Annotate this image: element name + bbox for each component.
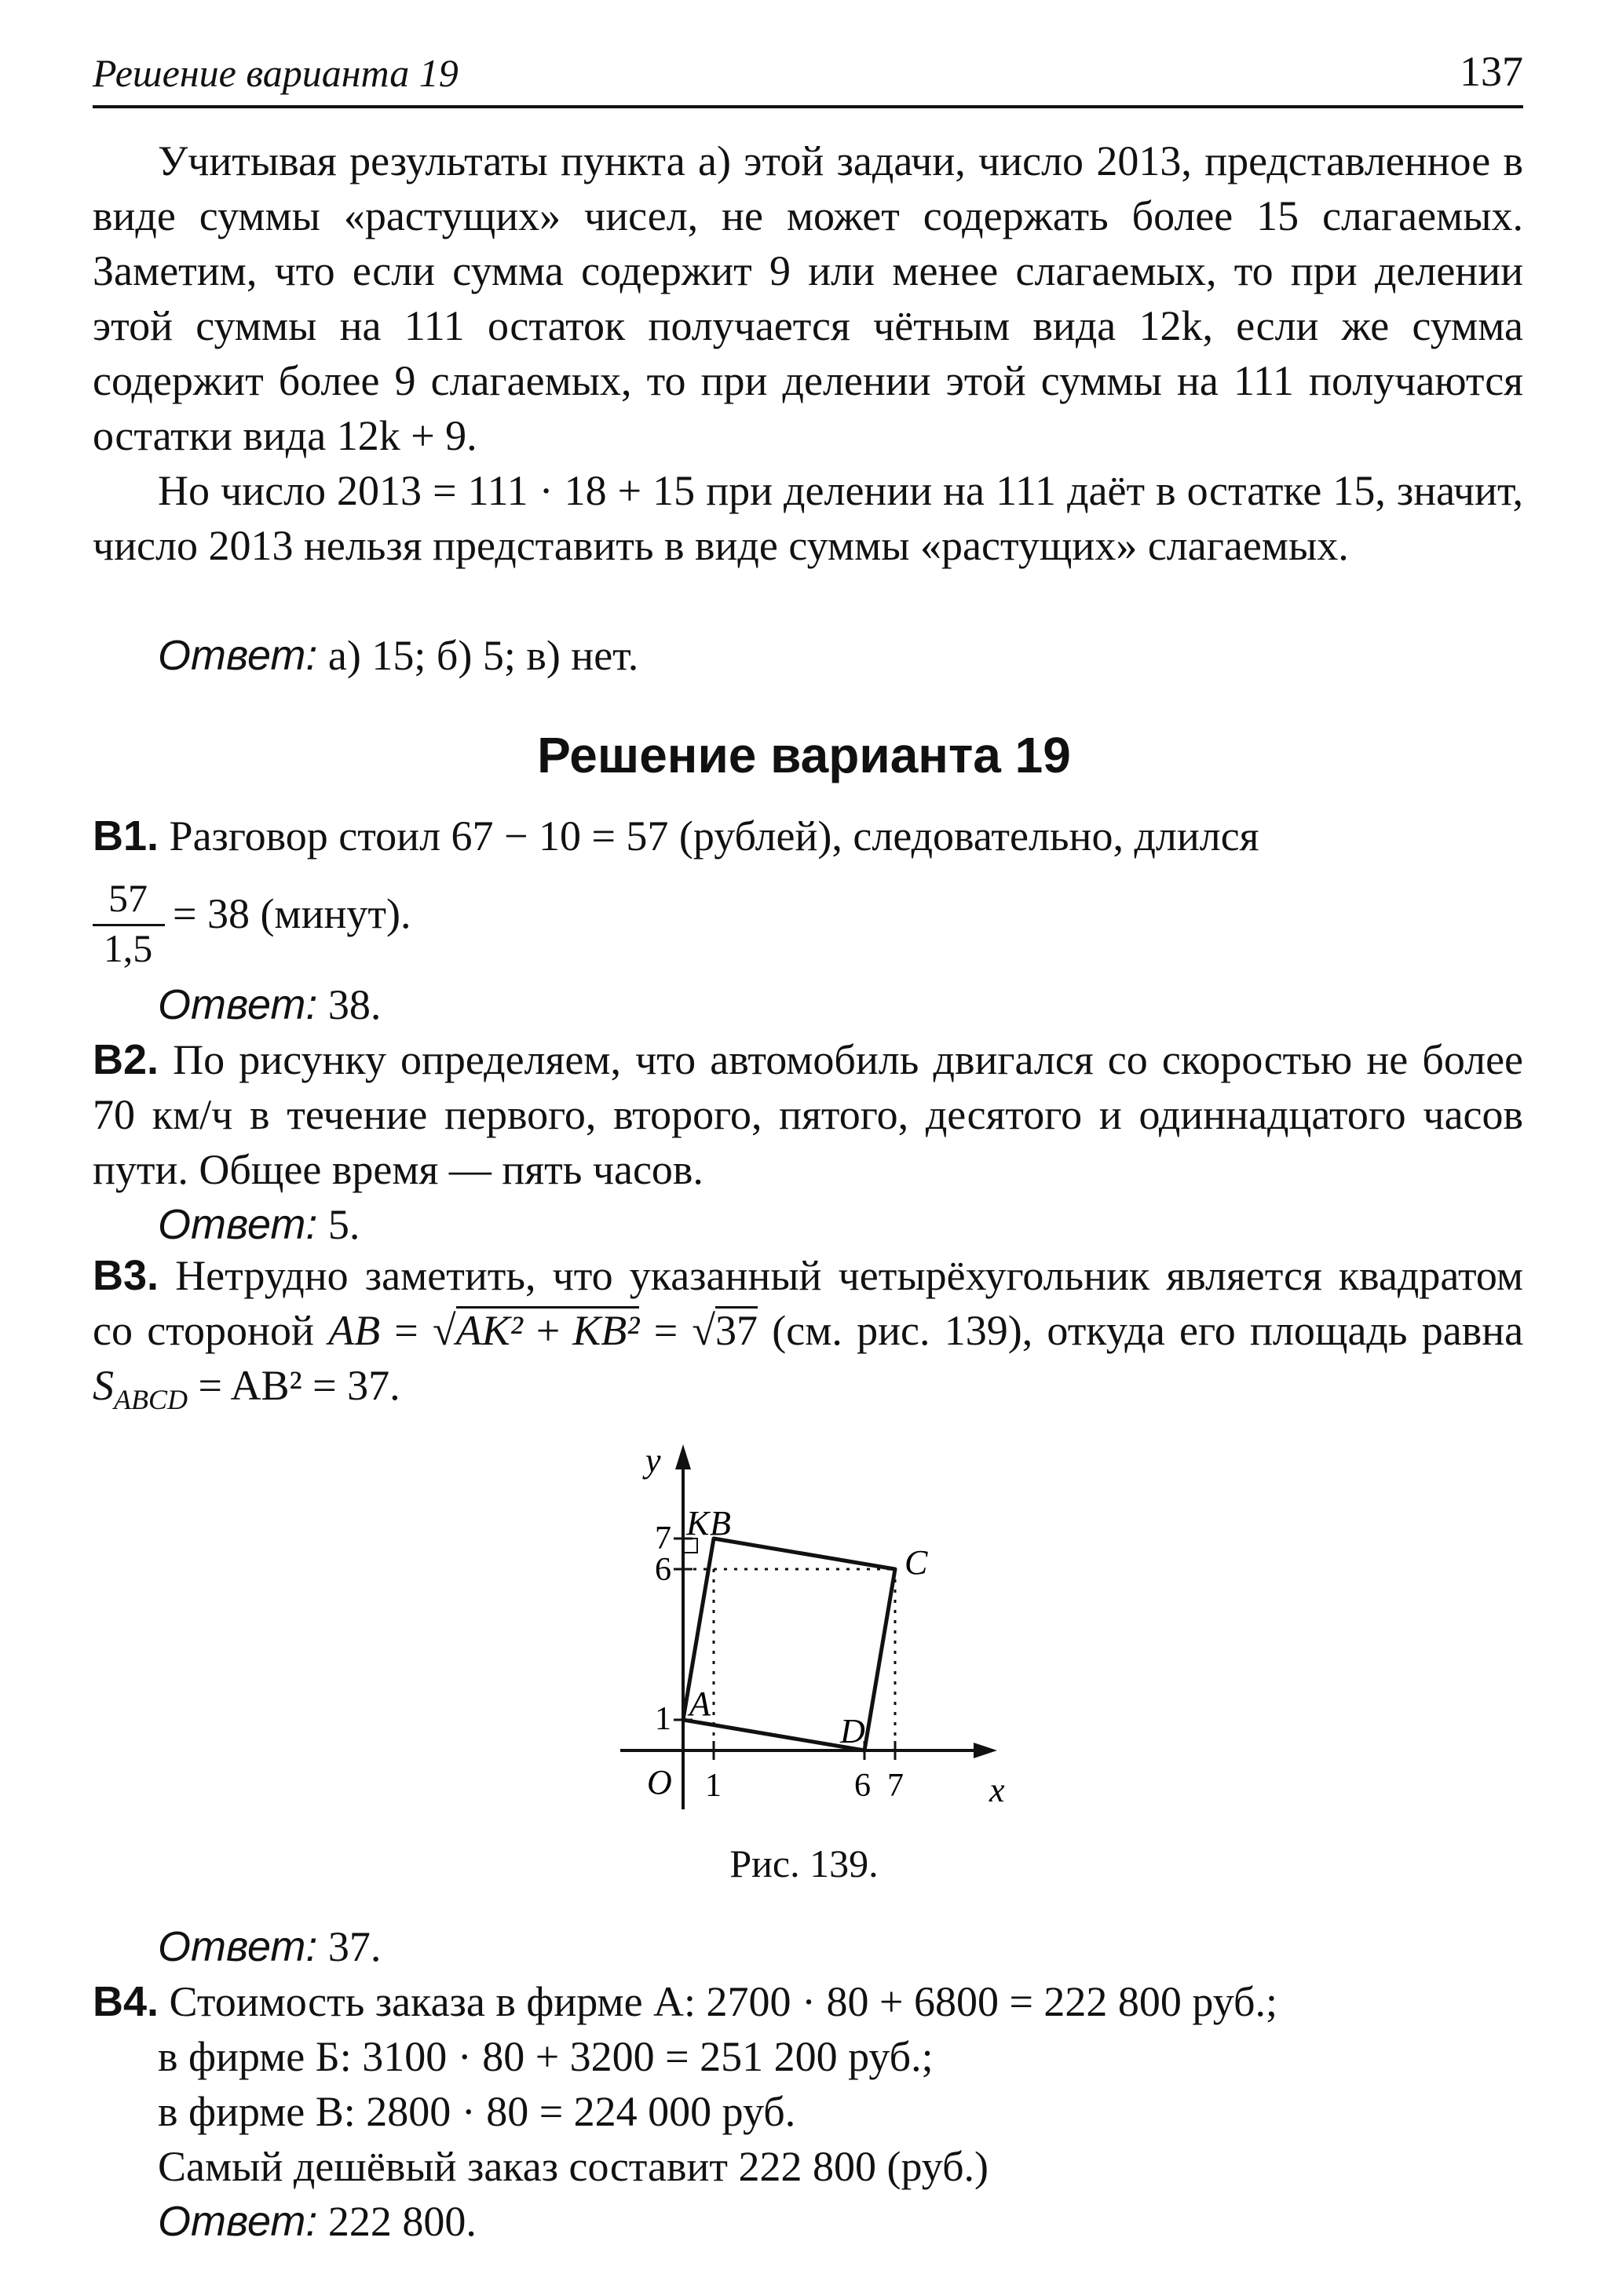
label-x: x: [989, 1771, 1005, 1809]
b2-answer: [158, 1197, 360, 1252]
tick-label-y1: 1: [655, 1701, 671, 1737]
label-d: D: [840, 1712, 865, 1750]
b2-text: По рисунку определяем, что автомобиль двигался со скоростью не более 70 км/ч в течение первого, второго, пятого, десятого и одиннадцатого часов пути. Общее время — пять часов.: [93, 1036, 1524, 1193]
b3-number: B3.: [93, 1252, 159, 1299]
b3-text-b: (см. рис. 139), откуда его площадь равна: [772, 1307, 1524, 1354]
running-head: [93, 46, 1523, 108]
b4-line-3: в фирме В: 2800 · 80 = 224 000 руб.: [158, 2088, 796, 2135]
answer-label: Ответ:: [158, 1923, 318, 1970]
b1-fraction: [93, 875, 179, 977]
b3-s-sub: ABCD: [114, 1383, 188, 1415]
b3-sqrt-2: 37: [715, 1307, 758, 1354]
b3-s: S: [93, 1362, 114, 1409]
tick-label-x7: 7: [887, 1768, 904, 1804]
b3-sqrt-1: AK² + KB²: [455, 1307, 640, 1354]
tick-label-x1: 1: [705, 1768, 722, 1804]
label-a: A: [689, 1685, 711, 1723]
tick-label-y6: 6: [655, 1552, 671, 1588]
b3-eq2: =: [653, 1307, 678, 1354]
b2-number: B2.: [93, 1036, 159, 1083]
b4-answer: [158, 2194, 477, 2249]
answer-label: Ответ:: [158, 981, 318, 1028]
intro-paragraph-2: Но число 2013 = 111 · 18 + 15 при делении на 111 даёт в остатке 15, значит, число 2013 нельзя представить в виде суммы «растущих» слагаемых.: [93, 467, 1523, 569]
b3-eq1: =: [394, 1307, 418, 1354]
answer-value: 222 800.: [327, 2198, 477, 2245]
answer-value: 5.: [327, 1201, 360, 1248]
answer-value: 37.: [327, 1923, 382, 1970]
y-axis-arrow: [675, 1444, 691, 1469]
b1-text: Разговор стоил 67 − 10 = 57 (рублей), следовательно, длился: [169, 812, 1259, 860]
fraction-denominator: 1,5: [103, 926, 153, 970]
page-number: 137: [1460, 48, 1523, 95]
answer-label: Ответ:: [158, 632, 318, 679]
label-c: C: [904, 1543, 928, 1582]
label-origin: O: [647, 1763, 672, 1801]
b4-number: B4.: [93, 1978, 159, 2025]
b3-text-a: Нетрудно заметить, что указанный четырёхугольник является квадратом со стороной: [93, 1252, 1523, 1354]
tick-label-y7: 7: [655, 1520, 671, 1557]
intro-paragraph-1: Учитывая результаты пункта а) этой задачи, число 2013, представленное в виде суммы «растущих» чисел, не может содержать более 15 слагаемых. Заметим, что если сумма содержит 9 или менее слагаемых, то при делении этой суммы на 111 остаток получается чётным вида 12k, если же сумма содержит более 9 слагаемых, то при делении этой суммы на 111 получаются остатки вида 12k + 9.: [93, 137, 1523, 459]
b4-line-1-text: Стоимость заказа в фирме А: 2700 · 80 + 6800 = 222 800 руб.;: [169, 1978, 1277, 2025]
b4-line-1: [93, 1974, 1277, 2029]
b4-line-4: Самый дешёвый заказ составит 222 800 (руб.): [158, 2143, 989, 2190]
b3-paragraph: B3. Нетрудно заметить, что указанный четырёхугольник является квадратом со стороной AB = √AK² + KB² = √37 (см. рис. 139), откуда его площадь равна $S_{ABCD} = AB^2 = 37$.: [93, 1252, 1524, 1415]
b4-line-2: в фирме Б: 3100 · 80 + 3200 = 251 200 руб.;: [158, 2033, 934, 2080]
fraction-numerator: 57: [108, 876, 148, 920]
section-heading: Решение варианта 19: [537, 727, 1071, 783]
x-axis-arrow: [974, 1743, 997, 1758]
answer-label: Ответ:: [158, 2198, 318, 2245]
answer-value: а) 15; б) 5; в) нет.: [327, 632, 639, 679]
b3-ab: AB: [328, 1307, 381, 1354]
label-b: B: [710, 1504, 731, 1542]
b1-fraction-result: = 38 (минут).: [173, 890, 411, 937]
intro-answer: [158, 628, 638, 683]
tick-label-x6: 6: [854, 1768, 871, 1804]
figure-139: [605, 1436, 1044, 1829]
figure-caption: Рис. 139.: [729, 1842, 879, 1885]
b1-paragraph: [93, 809, 1523, 863]
b1-number: B1.: [93, 812, 159, 860]
b3-text-c: = AB² = 37.: [198, 1362, 400, 1409]
b2-paragraph: [93, 1032, 1523, 1197]
label-y: y: [645, 1441, 661, 1480]
running-title: Решение варианта 19: [93, 51, 459, 95]
label-k: K: [686, 1504, 710, 1542]
b3-answer: [158, 1919, 381, 1974]
answer-label: Ответ:: [158, 1201, 318, 1248]
answer-value: 38.: [327, 981, 382, 1028]
b1-answer: [158, 977, 381, 1032]
